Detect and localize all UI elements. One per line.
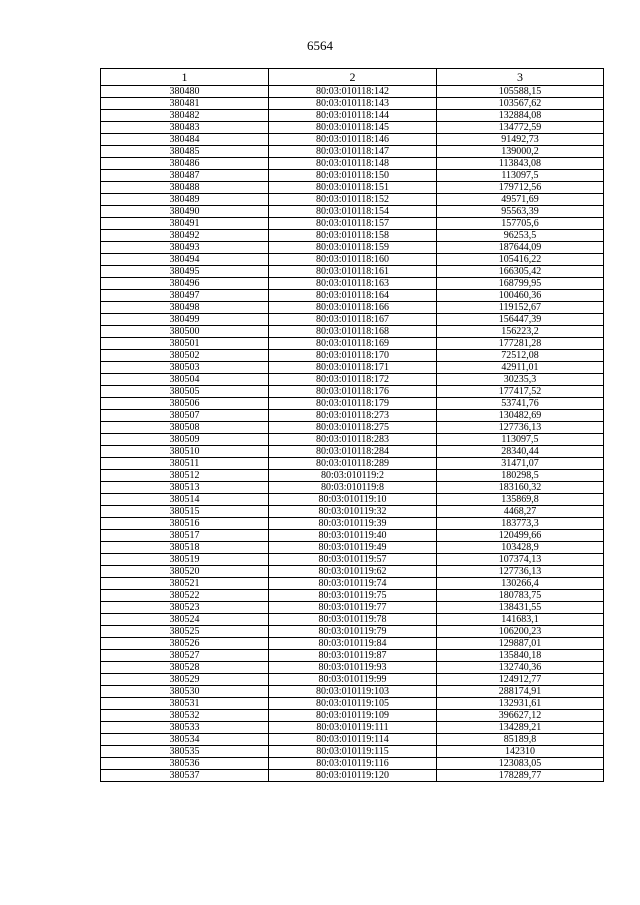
value-cell: 177281,28 xyxy=(437,338,604,350)
cadastral-number-cell: 80:03:010118:148 xyxy=(269,158,437,170)
cadastral-number-cell: 80:03:010119:75 xyxy=(269,590,437,602)
row-number-cell: 380480 xyxy=(101,86,269,98)
table-row xyxy=(101,86,604,98)
cadastral-number-cell: 80:03:010118:144 xyxy=(269,110,437,122)
value-cell: 177417,52 xyxy=(437,386,604,398)
table-row xyxy=(101,602,604,614)
cadastral-number-cell: 80:03:010118:151 xyxy=(269,182,437,194)
row-number-cell: 380518 xyxy=(101,542,269,554)
table-row xyxy=(101,554,604,566)
value-cell: 103567,62 xyxy=(437,98,604,110)
cadastral-number-cell: 80:03:010119:93 xyxy=(269,662,437,674)
cadastral-number-cell: 80:03:010119:79 xyxy=(269,626,437,638)
value-cell: 4468,27 xyxy=(437,506,604,518)
cadastral-number-cell: 80:03:010118:152 xyxy=(269,194,437,206)
cadastral-number-cell: 80:03:010119:87 xyxy=(269,650,437,662)
row-number-cell: 380519 xyxy=(101,554,269,566)
cadastral-number-cell: 80:03:010118:167 xyxy=(269,314,437,326)
table-header xyxy=(101,69,604,86)
table-row xyxy=(101,530,604,542)
column-header-1: 1 xyxy=(101,69,269,86)
value-cell: 142310 xyxy=(437,746,604,758)
row-number-cell: 380508 xyxy=(101,422,269,434)
value-cell: 396627,12 xyxy=(437,710,604,722)
table-row xyxy=(101,710,604,722)
table-row xyxy=(101,638,604,650)
value-cell: 124912,77 xyxy=(437,674,604,686)
cadastral-number-cell: 80:03:010118:157 xyxy=(269,218,437,230)
value-cell: 130482,69 xyxy=(437,410,604,422)
cadastral-number-cell: 80:03:010118:289 xyxy=(269,458,437,470)
row-number-cell: 380528 xyxy=(101,662,269,674)
value-cell: 95563,39 xyxy=(437,206,604,218)
table-row xyxy=(101,278,604,290)
cadastral-number-cell: 80:03:010119:109 xyxy=(269,710,437,722)
row-number-cell: 380535 xyxy=(101,746,269,758)
column-header-3: 3 xyxy=(437,69,604,86)
cadastral-number-cell: 80:03:010118:159 xyxy=(269,242,437,254)
table-row xyxy=(101,422,604,434)
table-row xyxy=(101,110,604,122)
row-number-cell: 380505 xyxy=(101,386,269,398)
table-row xyxy=(101,518,604,530)
value-cell: 187644,09 xyxy=(437,242,604,254)
value-cell: 106200,23 xyxy=(437,626,604,638)
cadastral-number-cell: 80:03:010118:171 xyxy=(269,362,437,374)
value-cell: 157705,6 xyxy=(437,218,604,230)
value-cell: 179712,56 xyxy=(437,182,604,194)
table-row xyxy=(101,626,604,638)
header-row xyxy=(101,69,604,86)
cadastral-number-cell: 80:03:010119:57 xyxy=(269,554,437,566)
value-cell: 123083,05 xyxy=(437,758,604,770)
table-row xyxy=(101,458,604,470)
row-number-cell: 380529 xyxy=(101,674,269,686)
cadastral-number-cell: 80:03:010118:150 xyxy=(269,170,437,182)
table-row xyxy=(101,506,604,518)
value-cell: 138431,55 xyxy=(437,602,604,614)
value-cell: 166305,42 xyxy=(437,266,604,278)
row-number-cell: 380498 xyxy=(101,302,269,314)
table-row xyxy=(101,230,604,242)
table-row xyxy=(101,494,604,506)
value-cell: 129887,01 xyxy=(437,638,604,650)
cadastral-number-cell: 80:03:010118:172 xyxy=(269,374,437,386)
table-row xyxy=(101,578,604,590)
value-cell: 31471,07 xyxy=(437,458,604,470)
cadastral-number-cell: 80:03:010118:275 xyxy=(269,422,437,434)
table-row xyxy=(101,170,604,182)
cadastral-number-cell: 80:03:010118:166 xyxy=(269,302,437,314)
table-body xyxy=(101,86,604,782)
page-number: 6564 xyxy=(307,38,333,53)
cadastral-number-cell: 80:03:010119:78 xyxy=(269,614,437,626)
row-number-cell: 380497 xyxy=(101,290,269,302)
row-number-cell: 380520 xyxy=(101,566,269,578)
cadastral-number-cell: 80:03:010118:273 xyxy=(269,410,437,422)
cadastral-number-cell: 80:03:010118:154 xyxy=(269,206,437,218)
value-cell: 105416,22 xyxy=(437,254,604,266)
value-cell: 105588,15 xyxy=(437,86,604,98)
table-row xyxy=(101,398,604,410)
row-number-cell: 380515 xyxy=(101,506,269,518)
value-cell: 156223,2 xyxy=(437,326,604,338)
row-number-cell: 380486 xyxy=(101,158,269,170)
cadastral-number-cell: 80:03:010119:120 xyxy=(269,770,437,782)
value-cell: 180783,75 xyxy=(437,590,604,602)
cadastral-number-cell: 80:03:010118:176 xyxy=(269,386,437,398)
row-number-cell: 380490 xyxy=(101,206,269,218)
cadastral-number-cell: 80:03:010119:111 xyxy=(269,722,437,734)
row-number-cell: 380491 xyxy=(101,218,269,230)
value-cell: 120499,66 xyxy=(437,530,604,542)
value-cell: 156447,39 xyxy=(437,314,604,326)
table-row xyxy=(101,326,604,338)
column-header-2: 2 xyxy=(269,69,437,86)
row-number-cell: 380510 xyxy=(101,446,269,458)
table-row xyxy=(101,758,604,770)
value-cell: 85189,8 xyxy=(437,734,604,746)
table-row xyxy=(101,206,604,218)
value-cell: 127736,13 xyxy=(437,566,604,578)
cadastral-number-cell: 80:03:010118:179 xyxy=(269,398,437,410)
row-number-cell: 380525 xyxy=(101,626,269,638)
value-cell: 49571,69 xyxy=(437,194,604,206)
row-number-cell: 380534 xyxy=(101,734,269,746)
value-cell: 127736,13 xyxy=(437,422,604,434)
value-cell: 113097,5 xyxy=(437,170,604,182)
row-number-cell: 380513 xyxy=(101,482,269,494)
table-row xyxy=(101,434,604,446)
row-number-cell: 380481 xyxy=(101,98,269,110)
table-row xyxy=(101,122,604,134)
table-row xyxy=(101,146,604,158)
value-cell: 96253,5 xyxy=(437,230,604,242)
cadastral-number-cell: 80:03:010119:116 xyxy=(269,758,437,770)
table-row xyxy=(101,386,604,398)
row-number-cell: 380489 xyxy=(101,194,269,206)
cadastral-number-cell: 80:03:010118:283 xyxy=(269,434,437,446)
value-cell: 113097,5 xyxy=(437,434,604,446)
table-row xyxy=(101,542,604,554)
row-number-cell: 380516 xyxy=(101,518,269,530)
row-number-cell: 380484 xyxy=(101,134,269,146)
value-cell: 53741,76 xyxy=(437,398,604,410)
value-cell: 139000,2 xyxy=(437,146,604,158)
cadastral-number-cell: 80:03:010118:158 xyxy=(269,230,437,242)
row-number-cell: 380533 xyxy=(101,722,269,734)
table-row xyxy=(101,686,604,698)
row-number-cell: 380522 xyxy=(101,590,269,602)
cadastral-number-cell: 80:03:010118:168 xyxy=(269,326,437,338)
row-number-cell: 380499 xyxy=(101,314,269,326)
cadastral-number-cell: 80:03:010119:84 xyxy=(269,638,437,650)
table-row xyxy=(101,770,604,782)
value-cell: 130266,4 xyxy=(437,578,604,590)
row-number-cell: 380517 xyxy=(101,530,269,542)
cadastral-number-cell: 80:03:010119:77 xyxy=(269,602,437,614)
row-number-cell: 380527 xyxy=(101,650,269,662)
value-cell: 132740,36 xyxy=(437,662,604,674)
row-number-cell: 380536 xyxy=(101,758,269,770)
cadastral-number-cell: 80:03:010118:147 xyxy=(269,146,437,158)
cadastral-number-cell: 80:03:010118:161 xyxy=(269,266,437,278)
table-row xyxy=(101,698,604,710)
cadastral-number-cell: 80:03:010118:284 xyxy=(269,446,437,458)
value-cell: 91492,73 xyxy=(437,134,604,146)
cadastral-number-cell: 80:03:010119:105 xyxy=(269,698,437,710)
table-row xyxy=(101,674,604,686)
value-cell: 107374,13 xyxy=(437,554,604,566)
row-number-cell: 380504 xyxy=(101,374,269,386)
table-row xyxy=(101,746,604,758)
row-number-cell: 380530 xyxy=(101,686,269,698)
cadastral-number-cell: 80:03:010118:143 xyxy=(269,98,437,110)
value-cell: 288174,91 xyxy=(437,686,604,698)
table-row xyxy=(101,362,604,374)
cadastral-number-cell: 80:03:010118:145 xyxy=(269,122,437,134)
row-number-cell: 380509 xyxy=(101,434,269,446)
table-row xyxy=(101,134,604,146)
data-table xyxy=(100,68,604,782)
cadastral-number-cell: 80:03:010118:142 xyxy=(269,86,437,98)
table-row xyxy=(101,290,604,302)
table-row xyxy=(101,650,604,662)
table-row xyxy=(101,722,604,734)
value-cell: 180298,5 xyxy=(437,470,604,482)
value-cell: 132884,08 xyxy=(437,110,604,122)
table-row xyxy=(101,158,604,170)
row-number-cell: 380532 xyxy=(101,710,269,722)
row-number-cell: 380521 xyxy=(101,578,269,590)
row-number-cell: 380523 xyxy=(101,602,269,614)
cadastral-number-cell: 80:03:010119:32 xyxy=(269,506,437,518)
row-number-cell: 380503 xyxy=(101,362,269,374)
value-cell: 183160,32 xyxy=(437,482,604,494)
table-row xyxy=(101,662,604,674)
row-number-cell: 380526 xyxy=(101,638,269,650)
cadastral-number-cell: 80:03:010118:170 xyxy=(269,350,437,362)
table-row xyxy=(101,98,604,110)
row-number-cell: 380514 xyxy=(101,494,269,506)
table-row xyxy=(101,590,604,602)
cadastral-number-cell: 80:03:010118:146 xyxy=(269,134,437,146)
value-cell: 134289,21 xyxy=(437,722,604,734)
table-row xyxy=(101,254,604,266)
cadastral-number-cell: 80:03:010119:74 xyxy=(269,578,437,590)
row-number-cell: 380524 xyxy=(101,614,269,626)
cadastral-number-cell: 80:03:010119:62 xyxy=(269,566,437,578)
table-row xyxy=(101,194,604,206)
cadastral-number-cell: 80:03:010118:160 xyxy=(269,254,437,266)
row-number-cell: 380506 xyxy=(101,398,269,410)
cadastral-number-cell: 80:03:010118:164 xyxy=(269,290,437,302)
table-row xyxy=(101,410,604,422)
cadastral-number-cell: 80:03:010119:49 xyxy=(269,542,437,554)
table-row xyxy=(101,734,604,746)
value-cell: 100460,36 xyxy=(437,290,604,302)
value-cell: 132931,61 xyxy=(437,698,604,710)
table-row xyxy=(101,470,604,482)
value-cell: 103428,9 xyxy=(437,542,604,554)
table-row xyxy=(101,350,604,362)
value-cell: 141683,1 xyxy=(437,614,604,626)
table-row xyxy=(101,614,604,626)
cadastral-number-cell: 80:03:010119:39 xyxy=(269,518,437,530)
table-row xyxy=(101,338,604,350)
table-row xyxy=(101,182,604,194)
value-cell: 113843,08 xyxy=(437,158,604,170)
table-row xyxy=(101,374,604,386)
cadastral-number-cell: 80:03:010119:8 xyxy=(269,482,437,494)
value-cell: 178289,77 xyxy=(437,770,604,782)
row-number-cell: 380494 xyxy=(101,254,269,266)
value-cell: 30235,3 xyxy=(437,374,604,386)
row-number-cell: 380482 xyxy=(101,110,269,122)
value-cell: 168799,95 xyxy=(437,278,604,290)
table-row xyxy=(101,266,604,278)
row-number-cell: 380487 xyxy=(101,170,269,182)
table-row xyxy=(101,302,604,314)
row-number-cell: 380483 xyxy=(101,122,269,134)
row-number-cell: 380511 xyxy=(101,458,269,470)
cadastral-number-cell: 80:03:010119:114 xyxy=(269,734,437,746)
row-number-cell: 380496 xyxy=(101,278,269,290)
table-row xyxy=(101,218,604,230)
value-cell: 135869,8 xyxy=(437,494,604,506)
value-cell: 183773,3 xyxy=(437,518,604,530)
row-number-cell: 380502 xyxy=(101,350,269,362)
row-number-cell: 380537 xyxy=(101,770,269,782)
cadastral-number-cell: 80:03:010119:115 xyxy=(269,746,437,758)
row-number-cell: 380531 xyxy=(101,698,269,710)
value-cell: 72512,08 xyxy=(437,350,604,362)
row-number-cell: 380492 xyxy=(101,230,269,242)
value-cell: 28340,44 xyxy=(437,446,604,458)
table-row xyxy=(101,446,604,458)
cadastral-number-cell: 80:03:010119:10 xyxy=(269,494,437,506)
row-number-cell: 380501 xyxy=(101,338,269,350)
table-row xyxy=(101,314,604,326)
table-row xyxy=(101,242,604,254)
row-number-cell: 380507 xyxy=(101,410,269,422)
value-cell: 134772,59 xyxy=(437,122,604,134)
value-cell: 135840,18 xyxy=(437,650,604,662)
cadastral-number-cell: 80:03:010118:169 xyxy=(269,338,437,350)
table-row xyxy=(101,482,604,494)
row-number-cell: 380512 xyxy=(101,470,269,482)
row-number-cell: 380493 xyxy=(101,242,269,254)
table-row xyxy=(101,566,604,578)
row-number-cell: 380500 xyxy=(101,326,269,338)
value-cell: 119152,67 xyxy=(437,302,604,314)
row-number-cell: 380488 xyxy=(101,182,269,194)
cadastral-number-cell: 80:03:010119:40 xyxy=(269,530,437,542)
value-cell: 42911,01 xyxy=(437,362,604,374)
cadastral-number-cell: 80:03:010118:163 xyxy=(269,278,437,290)
cadastral-number-cell: 80:03:010119:99 xyxy=(269,674,437,686)
cadastral-number-cell: 80:03:010119:103 xyxy=(269,686,437,698)
row-number-cell: 380495 xyxy=(101,266,269,278)
cadastral-number-cell: 80:03:010119:2 xyxy=(269,470,437,482)
row-number-cell: 380485 xyxy=(101,146,269,158)
